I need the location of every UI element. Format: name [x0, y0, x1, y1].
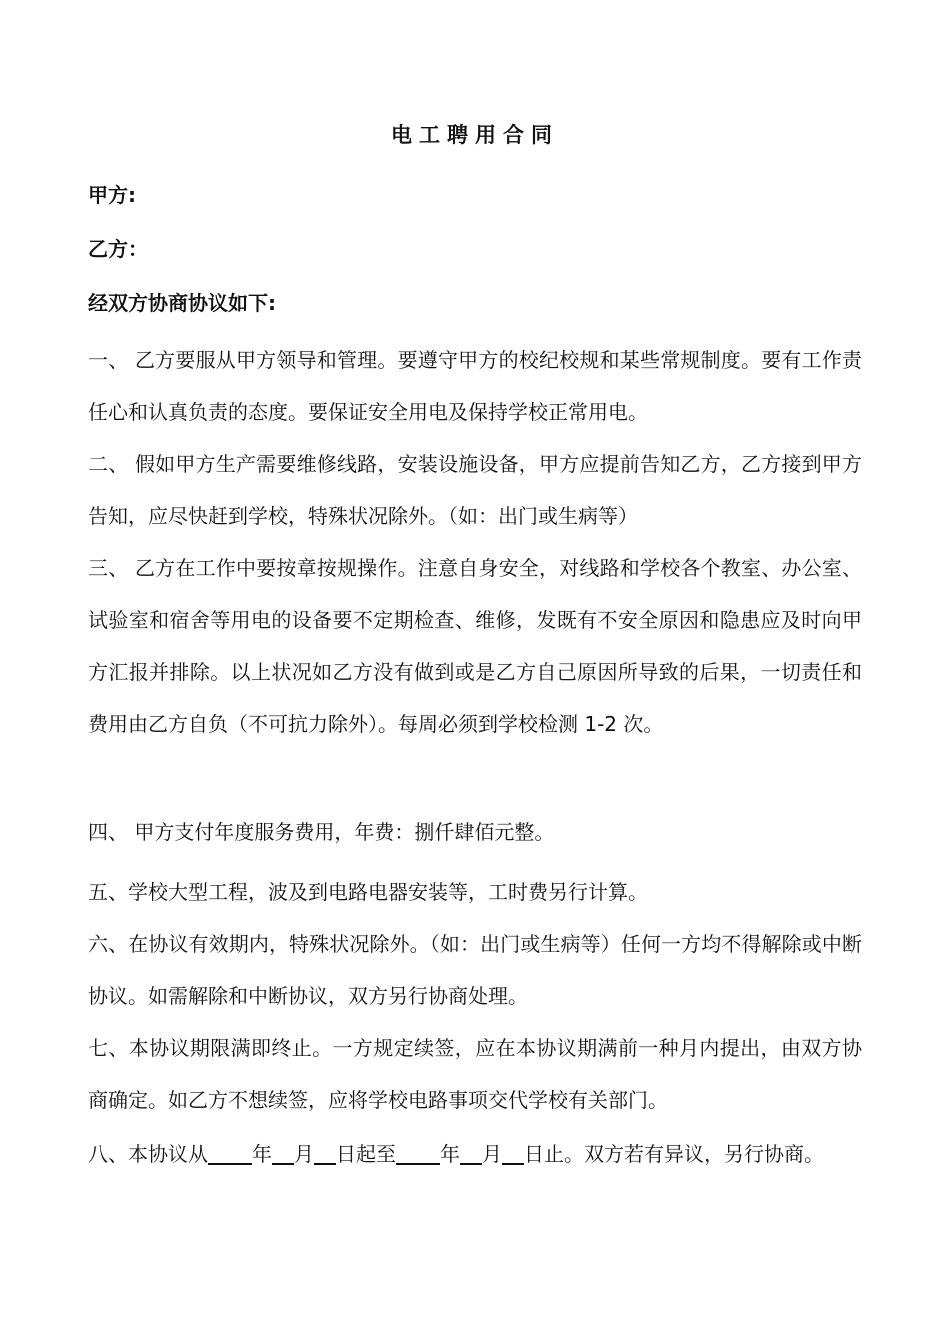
clause-4: 四、 甲方支付年度服务费用，年费：捌仟肆佰元整。: [88, 820, 555, 844]
document-title: 电工聘用合同: [391, 123, 559, 147]
clause-8: [88, 1128, 862, 1180]
clause-8-month-1: 月: [294, 1142, 314, 1166]
end-month-blank: [460, 1141, 482, 1165]
clause-8-day-1: 日起至: [336, 1142, 396, 1166]
clause-5: 五、学校大型工程，波及到电路电器安装等，工时费另行计算。: [88, 880, 648, 904]
clause-8-month-2: 月: [482, 1142, 502, 1166]
clause-8-day-2: 日止。双方若有异议，另行协商。: [524, 1142, 824, 1166]
start-year-blank: [208, 1141, 252, 1165]
party-b-label: 乙方：: [88, 237, 148, 261]
clause-2: 二、 假如甲方生产需要维修线路，安装设施设备，甲方应提前告知乙方，乙方接到甲方告知，应尽快赶到学校，特殊状况除外。（如：出门或生病等）: [88, 452, 862, 528]
end-day-blank: [502, 1141, 524, 1165]
clause-8-prefix: 八、本协议从: [88, 1142, 208, 1166]
clause-6: 六、在协议有效期内，特殊状况除外。（如：出门或生病等）任何一方均不得解除或中断协议。如需解除和中断协议，双方另行协商处理。: [88, 932, 862, 1008]
party-a-label: 甲方:: [88, 183, 136, 207]
clause-8-year-1: 年: [252, 1142, 272, 1166]
agreement-intro: 经双方协商协议如下:: [88, 291, 276, 315]
clause-8-year-2: 年: [440, 1142, 460, 1166]
end-year-blank: [396, 1141, 440, 1165]
clause-1: 一、 乙方要服从甲方领导和管理。要遵守甲方的校纪校规和某些常规制度。要有工作责任心和认真负责的态度。要保证安全用电及保持学校正常用电。: [88, 348, 862, 424]
start-month-blank: [272, 1141, 294, 1165]
start-day-blank: [314, 1141, 336, 1165]
clause-3: 三、 乙方在工作中要按章按规操作。注意自身安全，对线路和学校各个教室、办公室、试验室和宿舍等用电的设备要不定期检查、维修，发既有不安全原因和隐患应及时向甲方汇报并排除。以上状况如乙方没有做到或是乙方自己原因所导致的后果，一切责任和费用由乙方自负（不可抗力除外）。每周必须到学校检测 1-2 次。: [88, 556, 862, 736]
clause-7: 七、本协议期限满即终止。一方规定续签，应在本协议期满前一种月内提出，由双方协商确定。如乙方不想续签，应将学校电路事项交代学校有关部门。: [88, 1036, 862, 1112]
